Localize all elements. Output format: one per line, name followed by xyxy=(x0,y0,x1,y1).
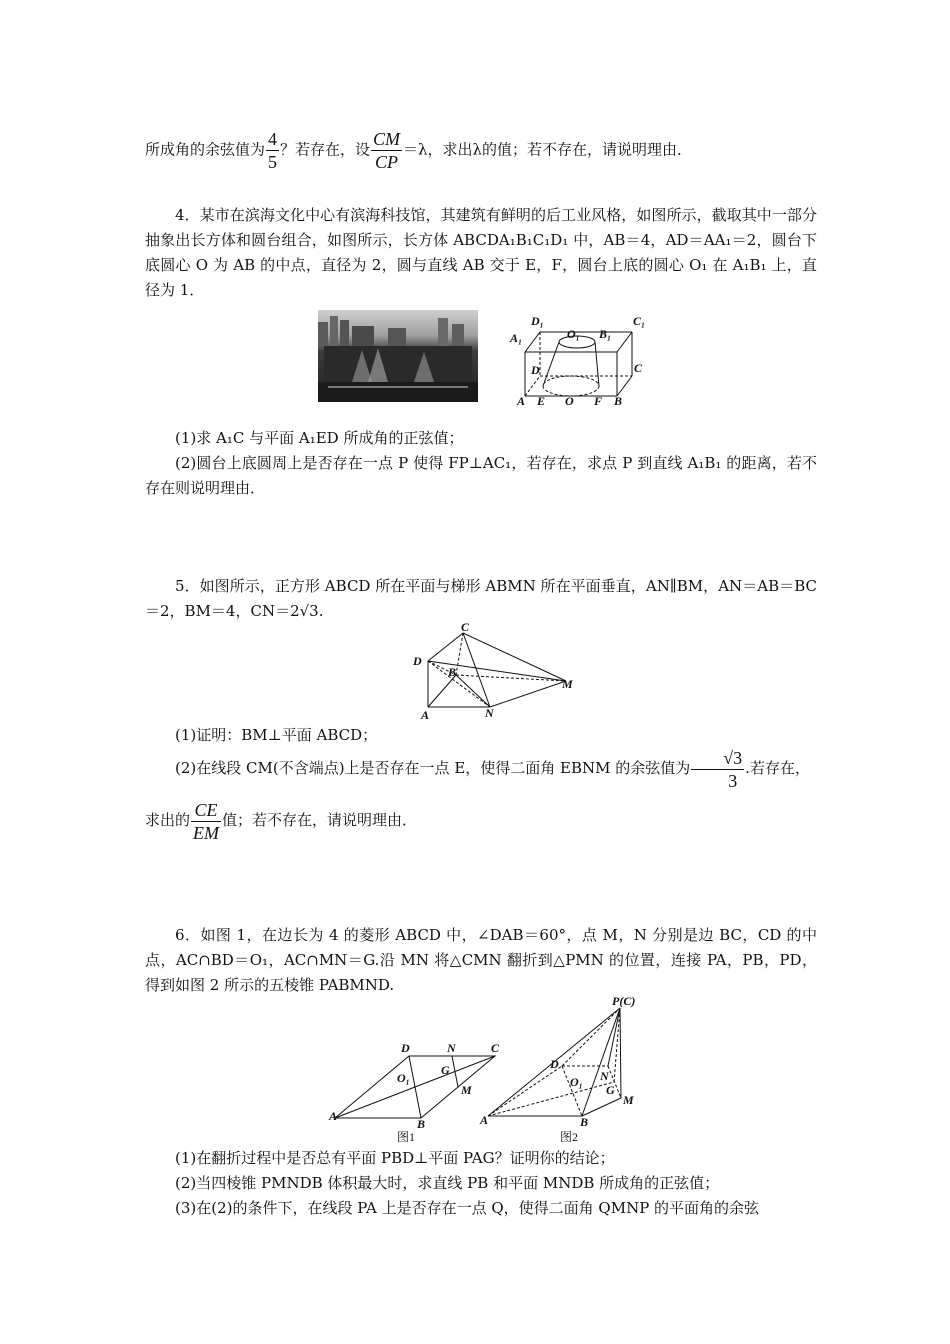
fig4-label-e: E xyxy=(537,394,546,408)
fraction-4-5: $\frac{4}{5}$ xyxy=(268,129,278,172)
q6-intro: 6．如图 1，在边长为 4 的菱形 ABCD 中，∠DAB＝60°，点 M，N 分别是边 BC，CD 的中点，AC∩BD＝O₁，AC∩MN＝G.沿 MN 将△CMN 翻折到△PMN 的位置，连接 PA，PB，PD，得到如图 2 所示的五棱锥 PABMND. xyxy=(145,926,817,994)
fig6a-label-a: A xyxy=(329,1109,338,1123)
fig6b-label-g: G xyxy=(606,1083,615,1097)
q5-sub2-line2: 求出的 $\frac{CE}{EM}$ 值；若不存在，请说明理由． xyxy=(145,799,418,843)
fig6a-label-b: B xyxy=(417,1117,426,1131)
q4-sub1: (1)求 A₁C 与平面 A₁ED 所成角的正弦值； xyxy=(175,429,464,447)
q3-tail-line: 所成角的余弦值为 $\frac{4}{5}$ ？若存在，设 $\frac{CM}{CP}$ ＝λ，求出λ的值；若不存在，请说明理由． xyxy=(145,129,693,172)
fig6b-label-a: A xyxy=(480,1113,489,1127)
figure-2-caption: 图2 xyxy=(560,1130,579,1144)
fig6a-label-m: M xyxy=(461,1083,472,1097)
q5-sub1: (1)证明：BM⊥平面 ABCD； xyxy=(175,726,378,744)
fig4-label-d: D xyxy=(531,363,540,377)
fig4-label-d1: D₁ xyxy=(531,314,544,328)
fig6a-label-c: C xyxy=(491,1041,500,1055)
fig4-label-o1: O₁ xyxy=(567,327,580,341)
fig4-label-b: B xyxy=(614,394,623,408)
fig6b-label-o1: O₁ xyxy=(570,1075,583,1089)
fig4-label-f: F xyxy=(594,394,603,408)
fig5-label-b: B xyxy=(448,665,457,679)
fig5-label-d: D xyxy=(413,654,422,668)
building-photo-drawing xyxy=(318,310,478,402)
q5-sub2-line1: (2)在线段 CM(不含端点)上是否存在一点 E，使得二面角 EBNM 的余弦值为 $\frac{√3}{3}$ .若存在， xyxy=(175,747,810,791)
q6-sub2: (2)当四棱锥 PMNDB 体积最大时，求直线 PB 和平面 MNDB 所成角的正弦值； xyxy=(175,1174,720,1192)
fig4-label-o: O xyxy=(565,394,574,408)
fig4-label-a1: A₁ xyxy=(510,331,523,345)
square-trapezoid-figure xyxy=(408,623,583,723)
fig6a-label-d: D xyxy=(401,1041,410,1055)
fraction-cm-cp: $\frac{CM}{CP}$ xyxy=(373,129,401,172)
fig6a-label-n: N xyxy=(447,1041,456,1055)
fraction-sqrt3-3: $\frac{√3}{3}$ xyxy=(691,747,744,792)
fig6b-label-m: M xyxy=(623,1093,634,1107)
q5-intro: 5．如图所示，正方形 ABCD 所在平面与梯形 ABMN 所在平面垂直，AN∥BM，AN＝AB＝BC＝2，BM＝4，CN＝2√3. xyxy=(145,577,817,620)
cuboid-frustum-figure xyxy=(505,308,655,408)
fig5-label-n: N xyxy=(485,706,494,720)
fig6b-label-n: N xyxy=(600,1069,609,1083)
fig6b-label-d: D xyxy=(550,1057,559,1071)
fig6b-label-p: P(C) xyxy=(612,994,636,1008)
fig6b-label-b: B xyxy=(580,1115,589,1129)
q4-intro: 4．某市在滨海文化中心有滨海科技馆，其建筑有鲜明的后工业风格，如图所示，截取其中一部分抽象出长方体和圆台组合，如图所示，长方体 ABCDA₁B₁C₁D₁ 中，AB＝4，AD＝AA₁＝2，圆台下底圆心 O 为 AB 的中点，直径为 2，圆与直线 AB 交于 E，F，圆台上底的圆心 O₁ 在 A₁B₁ 上，直径为 1． xyxy=(145,206,817,299)
fig4-label-c: C xyxy=(634,361,643,375)
fig5-label-c: C xyxy=(461,623,470,634)
pyramid-figure-2 xyxy=(478,994,653,1146)
fig6a-label-o1: O₁ xyxy=(397,1071,410,1085)
fig4-label-a: A xyxy=(517,394,526,408)
fig5-label-m: M xyxy=(562,677,573,691)
building-photo xyxy=(318,310,478,402)
fig4-label-c1: C₁ xyxy=(633,314,646,328)
q6-sub3: (3)在(2)的条件下，在线段 PA 上是否存在一点 Q，使得二面角 QMNP 的平面角的余弦 xyxy=(175,1199,760,1217)
q4-sub2: (2)圆台上底圆周上是否存在一点 P 使得 FP⊥AC₁，若存在，求点 P 到直线 A₁B₁ 的距离，若不存在则说明理由． xyxy=(145,454,817,497)
fig6a-label-g: G xyxy=(441,1063,450,1077)
fig4-label-b1: B₁ xyxy=(599,327,612,341)
q6-sub1: (1)在翻折过程中是否总有平面 PBD⊥平面 PAG？证明你的结论； xyxy=(175,1149,615,1167)
fig5-label-a: A xyxy=(421,708,430,722)
fraction-ce-em: $\frac{CE}{EM}$ xyxy=(193,799,220,843)
figure-1-caption: 图1 xyxy=(397,1130,416,1144)
